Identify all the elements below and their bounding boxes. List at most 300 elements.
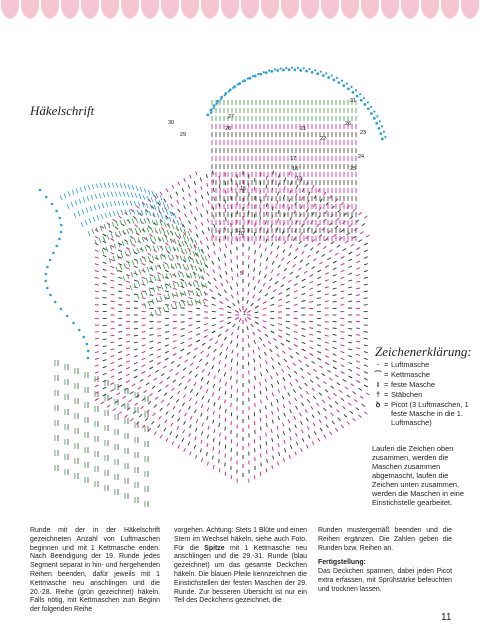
- stitch-mark: [284, 440, 285, 444]
- stitch-mark: [271, 270, 273, 273]
- stitch-mark: [125, 415, 128, 418]
- stitch-mark: [177, 236, 180, 239]
- stitch-mark: [182, 376, 185, 379]
- stitch-mark: [289, 428, 291, 432]
- stitch-mark: [118, 345, 122, 346]
- stitch-mark: [225, 271, 226, 275]
- stitch-mark: [283, 423, 284, 427]
- stitch-mark: [364, 365, 368, 367]
- stitch-mark: [185, 360, 188, 363]
- stitch-mark: [204, 299, 208, 301]
- stitch-mark: [282, 351, 285, 354]
- chain-dot: [311, 71, 314, 74]
- stitch-mark: [160, 435, 162, 438]
- stitch-mark: [183, 197, 185, 201]
- stitch-mark: [268, 286, 271, 289]
- stitch-mark: [245, 318, 247, 321]
- stitch-mark: [190, 363, 193, 366]
- stitch-mark: [289, 455, 290, 459]
- stitch-mark: [295, 398, 297, 401]
- stitch-mark: [164, 222, 166, 227]
- stitch-mark: [137, 294, 139, 299]
- scallop-shape: [421, 0, 439, 19]
- stitch-mark: [106, 202, 108, 207]
- stitch-mark: [264, 275, 266, 278]
- stitch-mark: [142, 263, 146, 265]
- stitch-mark: [213, 455, 214, 459]
- stitch-mark: [181, 328, 185, 329]
- stitch-mark: [254, 367, 255, 371]
- stitch-mark: [185, 249, 187, 254]
- stitch-mark: [272, 411, 273, 415]
- stitch-mark: [347, 233, 350, 235]
- stitch-mark: [278, 265, 280, 268]
- stitch-mark: [145, 246, 147, 251]
- stitch-mark: [329, 195, 331, 198]
- stitch-mark: [237, 335, 238, 339]
- stitch-mark: [149, 334, 153, 335]
- stitch-mark: [272, 438, 273, 442]
- stitch-mark: [261, 454, 262, 458]
- stitch-mark: [160, 296, 162, 301]
- stitch-mark: [134, 328, 138, 329]
- stitch-mark: [152, 386, 155, 389]
- stitch-mark: [134, 238, 136, 243]
- stitch-mark: [155, 397, 158, 400]
- stitch-mark: [189, 433, 191, 437]
- chain-dot: [274, 68, 276, 70]
- chain-dot: [360, 99, 363, 102]
- stitch-mark: [178, 273, 180, 278]
- stitch-mark: [220, 321, 224, 322]
- stitch-mark: [202, 369, 204, 372]
- chain-dot: [229, 88, 232, 91]
- stitch-mark: [103, 276, 107, 277]
- stitch-mark: [324, 408, 327, 411]
- stitch-mark: [192, 258, 194, 263]
- stitch-mark: [225, 200, 226, 204]
- stitch-mark: [171, 204, 173, 207]
- stitch-mark: [168, 255, 170, 260]
- stitch-mark: [104, 224, 106, 229]
- stitch-mark: [175, 303, 177, 308]
- stitch-mark: [255, 376, 256, 380]
- stitch-mark: [277, 227, 278, 231]
- stitch-mark: [271, 357, 273, 360]
- stitch-mark: [278, 362, 280, 365]
- chain-dot: [355, 89, 357, 91]
- stitch-mark: [308, 435, 310, 439]
- stitch-mark: [322, 254, 325, 256]
- stitch-mark: [196, 321, 200, 322]
- stitch-mark: [200, 241, 202, 244]
- stitch-mark: [301, 430, 303, 434]
- chain-dot: [305, 70, 308, 73]
- scallop-shape: [181, 0, 199, 19]
- stitch-mark: [341, 277, 345, 278]
- stitch-mark: [301, 224, 303, 227]
- stitch-mark: [207, 246, 209, 250]
- stitch-mark: [306, 391, 309, 394]
- stitch-mark: [195, 240, 197, 245]
- stitch-mark: [157, 273, 161, 275]
- stitch-mark: [147, 267, 149, 272]
- scallop-shape: [401, 0, 419, 19]
- stitch-mark: [131, 228, 133, 233]
- stitch-mark: [160, 381, 163, 384]
- stitch-mark: [172, 415, 174, 418]
- stitch-mark: [110, 294, 114, 295]
- stitch-mark: [189, 256, 192, 259]
- stitch-mark: [135, 225, 138, 228]
- stitch-mark: [261, 227, 262, 231]
- chain-dot: [66, 315, 69, 318]
- stitch-mark: [101, 226, 104, 228]
- legend-label: Kettmasche: [391, 370, 431, 379]
- stitch-mark: [190, 425, 192, 429]
- stitch-mark: [103, 255, 107, 257]
- stitch-mark: [271, 242, 273, 246]
- stitch-mark: [119, 216, 122, 218]
- stitch-mark: [95, 257, 99, 258]
- legend-item: ∙ = Luftmasche: [372, 360, 476, 369]
- stitch-mark: [364, 270, 368, 271]
- stitch-mark: [185, 214, 187, 217]
- stitch-mark: [356, 268, 360, 269]
- stitch-mark: [213, 384, 215, 388]
- stitch-mark: [335, 428, 338, 431]
- stitch-mark: [183, 368, 186, 371]
- chain-dot: [375, 122, 378, 125]
- stitch-mark: [134, 349, 138, 350]
- stitch-mark: [121, 253, 123, 258]
- stitch-mark: [327, 258, 330, 260]
- stitch-mark: [87, 196, 89, 201]
- stitch-mark: [311, 406, 313, 409]
- stitch-mark: [307, 372, 310, 375]
- stitch-mark: [84, 186, 86, 191]
- row-number-label: 29: [180, 132, 187, 138]
- stitch-mark: [356, 348, 360, 349]
- stitch-mark: [348, 225, 351, 228]
- row-number-label: 24: [358, 154, 365, 160]
- stitch-mark: [300, 421, 302, 425]
- stitch-mark: [110, 280, 114, 281]
- stitch-mark: [364, 412, 367, 414]
- stitch-mark: [202, 343, 205, 345]
- stitch-mark: [164, 199, 166, 202]
- row-number-label: 26: [345, 121, 352, 127]
- stitch-mark: [284, 268, 287, 271]
- stitch-mark: [118, 332, 122, 333]
- stitch-mark: [152, 219, 154, 224]
- stitch-mark: [325, 238, 328, 241]
- stitch-mark: [118, 270, 122, 271]
- stitch-mark: [302, 286, 306, 288]
- stitch-mark: [95, 284, 99, 285]
- stitch-mark: [101, 214, 103, 219]
- stitch-mark: [159, 228, 161, 233]
- stitch-mark: [118, 201, 120, 206]
- stitch-mark: [225, 418, 226, 422]
- stitch-mark: [225, 382, 226, 386]
- stitch-mark: [345, 241, 348, 243]
- chain-dot: [303, 67, 305, 69]
- stitch-mark: [95, 338, 99, 339]
- scallop-shape: [101, 0, 119, 19]
- stitch-mark: [145, 290, 147, 295]
- scallop-shape: [301, 0, 319, 19]
- stitch-mark: [139, 269, 141, 274]
- stitch-mark: [266, 257, 268, 261]
- stitch-mark: [312, 185, 314, 189]
- stitch-mark: [167, 305, 169, 310]
- stitch-mark: [290, 244, 292, 247]
- stitch-mark: [348, 294, 352, 295]
- stitch-mark: [89, 218, 91, 223]
- stitch-mark: [103, 262, 107, 263]
- stitch-mark: [318, 438, 320, 441]
- stitch-mark: [149, 246, 151, 251]
- stitch-mark: [296, 442, 298, 446]
- stitch-mark: [254, 259, 255, 263]
- stitch-mark: [208, 426, 209, 430]
- stitch-mark: [265, 293, 268, 296]
- stitch-mark: [80, 187, 82, 192]
- legend-label: Stäbchen: [391, 390, 423, 399]
- stitch-mark: [195, 217, 197, 221]
- stitch-mark: [144, 390, 147, 392]
- stitch-mark: [179, 410, 181, 413]
- stitch-mark: [110, 349, 114, 350]
- stitch-mark: [103, 380, 107, 382]
- stitch-mark: [219, 266, 221, 270]
- stitch-mark: [296, 379, 299, 382]
- stitch-mark: [317, 284, 321, 285]
- stitch-mark: [266, 230, 267, 234]
- stitch-mark: [271, 375, 273, 379]
- stitch-mark: [165, 420, 167, 423]
- stitch-mark: [118, 298, 122, 299]
- stitch-mark: [200, 260, 202, 265]
- stitch-mark: [266, 369, 268, 373]
- stitch-mark: [197, 282, 199, 287]
- stitch-mark: [301, 376, 304, 379]
- stitch-mark: [185, 282, 187, 287]
- stitch-mark: [260, 244, 261, 248]
- stitch-mark: [278, 183, 279, 187]
- stitch-mark: [350, 411, 353, 414]
- stitch-mark: [347, 395, 350, 397]
- stitch-mark: [155, 228, 157, 233]
- stitch-mark: [104, 183, 106, 188]
- stitch-mark: [239, 308, 241, 311]
- stitch-mark: [273, 171, 274, 175]
- stitch-mark: [196, 393, 198, 396]
- stitch-mark: [286, 308, 290, 309]
- stitch-mark: [172, 441, 174, 445]
- stitch-mark: [102, 249, 104, 254]
- stitch-mark: [183, 430, 185, 434]
- stitch-mark: [214, 224, 215, 228]
- stitch-mark: [202, 458, 203, 462]
- chain-dot: [216, 100, 219, 103]
- stitch-mark: [340, 284, 344, 285]
- stitch-mark: [212, 304, 216, 305]
- stitch-mark: [176, 292, 178, 297]
- stitch-mark: [318, 385, 321, 388]
- stitch-mark: [333, 295, 337, 296]
- stitch-mark: [213, 447, 214, 451]
- stitch-mark: [170, 369, 173, 371]
- stitch-mark: [201, 377, 203, 380]
- chain-dot: [86, 343, 89, 346]
- stitch-mark: [306, 418, 308, 421]
- stitch-mark: [189, 371, 192, 374]
- stitch-mark: [181, 282, 183, 287]
- stitch-mark: [208, 200, 209, 204]
- stitch-mark: [74, 213, 76, 218]
- stitch-mark: [231, 286, 233, 290]
- stitch-mark: [179, 357, 182, 359]
- legend-title: Zeichenerklärung:: [375, 344, 472, 359]
- stitch-mark: [316, 224, 319, 227]
- stitch-mark: [114, 201, 116, 206]
- stitch-mark: [110, 362, 114, 363]
- stitch-mark: [358, 415, 361, 418]
- stitch-mark: [134, 376, 137, 378]
- stitch-mark: [204, 330, 208, 332]
- chain-dot: [60, 224, 63, 227]
- stitch-mark: [126, 281, 130, 282]
- stitch-mark: [196, 234, 198, 237]
- stitch-mark: [283, 377, 285, 380]
- stitch-mark: [134, 280, 138, 281]
- stitch-mark: [270, 304, 274, 305]
- stitch-mark: [82, 209, 84, 214]
- stitch-mark: [174, 213, 176, 218]
- stitch-mark: [248, 291, 249, 295]
- stitch-mark: [208, 281, 211, 284]
- stitch-mark: [348, 328, 352, 329]
- chain-dot: [338, 81, 341, 84]
- stitch-mark: [255, 223, 256, 227]
- row-number-label: 31: [350, 98, 357, 104]
- chain-dot: [87, 350, 90, 353]
- stitch-mark: [165, 331, 169, 332]
- stitch-mark: [266, 423, 267, 427]
- stitch-mark: [208, 254, 210, 257]
- stitch-mark: [181, 286, 185, 288]
- stitch-mark: [129, 210, 131, 215]
- stitch-mark: [306, 364, 309, 366]
- stitch-mark: [283, 404, 285, 408]
- stitch-mark: [325, 389, 328, 392]
- row-number-label: 30: [168, 120, 175, 126]
- stitch-mark: [277, 408, 278, 412]
- stitch-mark: [126, 348, 130, 349]
- stitch-mark: [293, 264, 296, 267]
- stitch-mark: [225, 454, 226, 458]
- stitch-mark: [134, 201, 136, 206]
- stitch-mark: [165, 351, 169, 353]
- stitch-mark: [198, 247, 200, 252]
- stitch-mark: [157, 335, 161, 336]
- stitch-mark: [107, 192, 109, 197]
- stitch-mark: [164, 428, 166, 431]
- stitch-mark: [177, 282, 179, 287]
- stitch-mark: [139, 414, 142, 417]
- stitch-mark: [345, 387, 348, 389]
- stitch-mark: [188, 379, 191, 382]
- stitch-mark: [364, 216, 367, 218]
- stitch-mark: [142, 365, 146, 367]
- row-number-label: 21: [300, 126, 307, 132]
- stitch-mark: [356, 374, 360, 376]
- stitch-mark: [173, 341, 177, 342]
- stitch-mark: [95, 291, 99, 292]
- stitch-mark: [247, 326, 248, 330]
- stitch-mark: [136, 206, 139, 209]
- stitch-mark: [144, 188, 146, 193]
- stitch-mark: [99, 193, 101, 198]
- stitch-mark: [265, 379, 266, 383]
- stitch-mark: [310, 248, 313, 251]
- stitch-mark: [258, 298, 261, 301]
- stitch-mark: [282, 277, 285, 280]
- stitch-mark: [206, 452, 207, 456]
- stitch-mark: [347, 422, 350, 425]
- stitch-mark: [148, 226, 151, 229]
- stitch-mark: [184, 291, 186, 296]
- stitch-mark: [172, 224, 174, 229]
- stitch-mark: [101, 402, 104, 404]
- stitch-mark: [110, 335, 114, 336]
- stitch-mark: [131, 272, 133, 277]
- stitch-mark: [348, 349, 352, 350]
- stitch-mark: [265, 360, 267, 364]
- stitch-mark: [294, 210, 296, 214]
- chain-dot: [248, 77, 251, 80]
- stitch-mark: [285, 178, 286, 182]
- stitch-mark: [103, 360, 107, 361]
- stitch-mark: [121, 404, 124, 406]
- chain-dot: [316, 72, 319, 75]
- stitch-mark: [174, 239, 176, 244]
- scallop-shape: [441, 0, 459, 19]
- chain-dot: [347, 87, 350, 90]
- stitch-mark: [118, 284, 122, 285]
- stitch-mark: [213, 207, 214, 211]
- stitch-mark: [149, 295, 153, 296]
- stitch-mark: [193, 356, 196, 359]
- stitch-mark: [165, 358, 168, 360]
- stitch-mark: [157, 294, 161, 295]
- scallop-shape: [61, 0, 79, 19]
- stitch-mark: [251, 324, 254, 327]
- stitch-mark: [356, 408, 359, 411]
- stitch-mark: [279, 293, 282, 295]
- stitch-mark: [364, 291, 368, 292]
- stitch-mark: [170, 238, 172, 243]
- stitch-mark: [201, 195, 202, 199]
- stitch-mark: [196, 366, 199, 369]
- stitch-mark: [171, 264, 173, 269]
- stitch-mark: [157, 356, 161, 358]
- stitch-mark: [134, 356, 138, 357]
- stitch-mark: [366, 393, 369, 395]
- stitch-mark: [254, 358, 255, 362]
